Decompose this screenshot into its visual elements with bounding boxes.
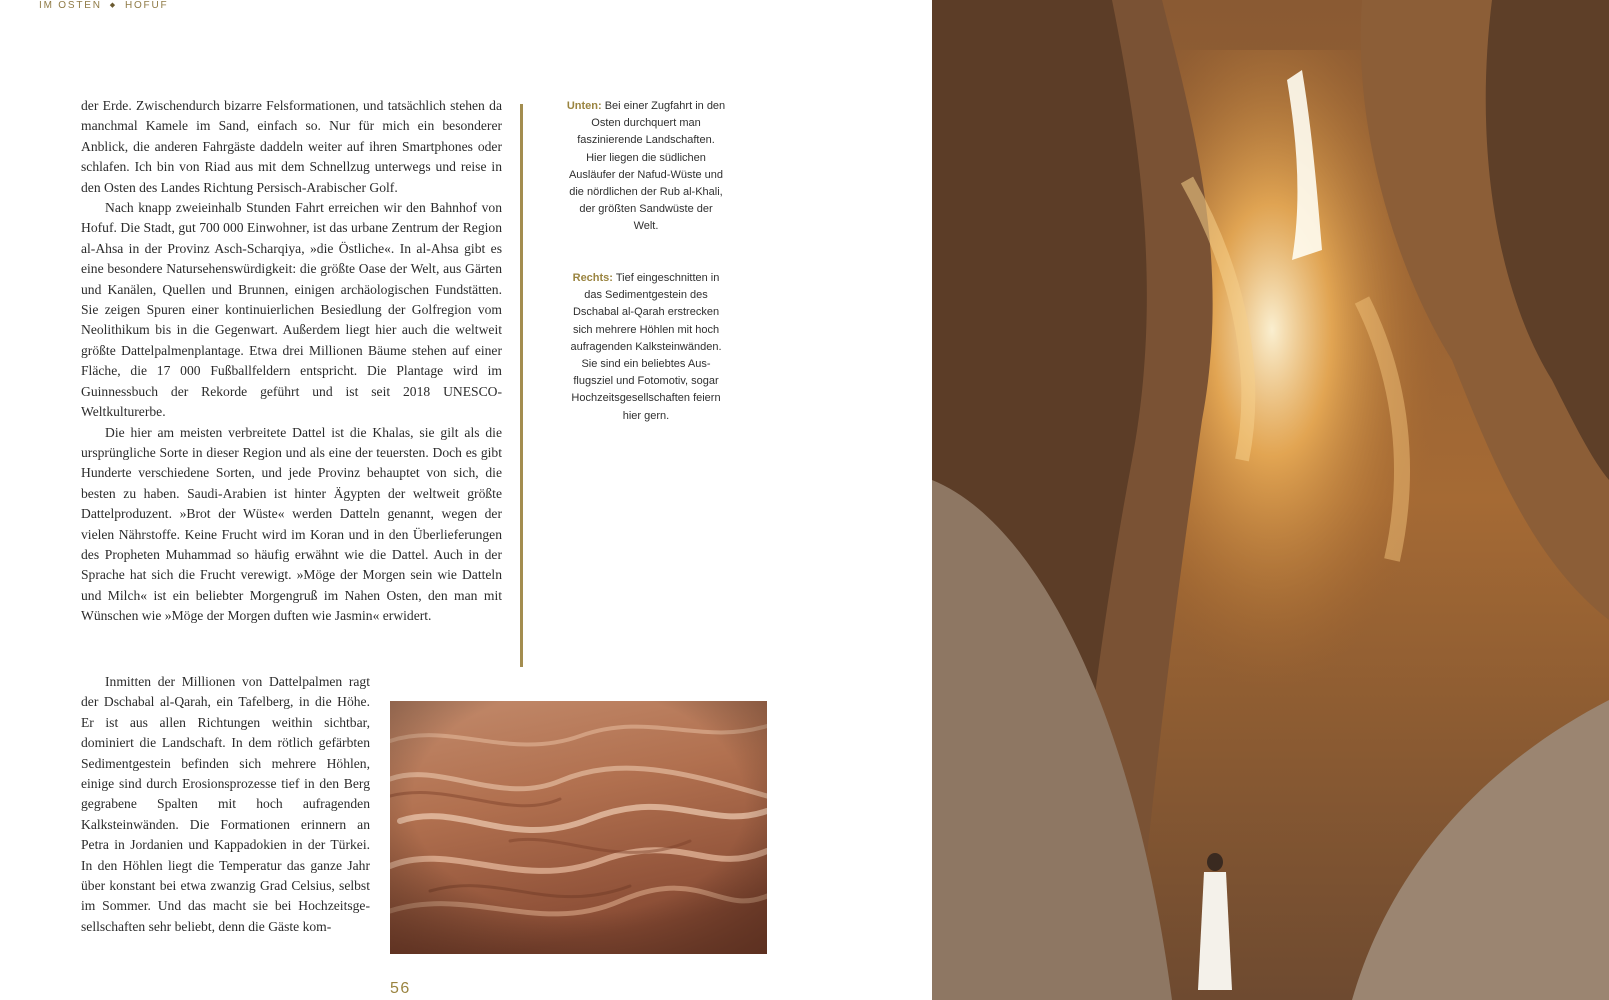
page-number: 56	[390, 980, 411, 997]
caption-right-lead: Rechts:	[572, 272, 613, 284]
caption-right	[566, 270, 726, 425]
caption-below-text: Bei einer Zugfahrt in den Osten durchquert man faszinierende Landschaften. Hier liegen die südlichen Ausläufer der Nafud-Wüste und die nördlichen der Rub al-Khali, der größten Sandwüste der Welt.	[568, 100, 726, 233]
desert-dunes-photo	[390, 701, 767, 954]
vertical-rule-divider	[520, 104, 523, 667]
body-paragraph: Nach knapp zweieinhalb Stunden Fahrt erreichen wir den Bahnhof von Hofuf. Die Stadt, gut 700 000 Einwohner, ist das urbane Zentrum der Region al-Ahsa in der Provinz Asch-Scharqiya, »die Östliche«. In al-Ahsa gibt es eine besondere Natursehenswürdigkeit: die größte Oase der Welt, aus Gärten und Kanälen, Quellen und Brunnen, einigen archäologischen Fundstätten. Sie zeigen Spuren einer kontinuierlichen Besiedlung der Golfregion vom Neolithikum bis in die Gegenwart. Außerdem liegt hier auch die weltweit größte Dattelpalmenplantage. Etwa drei Millionen Bäume stehen auf einer Fläche, die 17 000 Fußballfeldern entspricht. Die Plantage wird im Guinnessbuch der Rekorde geführt und ist seit 2018 UNESCO-Weltkulturerbe.	[81, 200, 502, 420]
body-paragraph: Die hier am meisten verbreitete Dattel ist die Khalas, sie gilt als die ursprüngliche Sorte in dieser Region und als eine der teuersten. Doch es gibt Hunderte verschiedene Sorten, und jede Provinz behauptet von sich, die besten zu haben. Saudi-Arabien ist hinter Ägypten der weltweit größte Dattelproduzent. »Brot der Wüste« werden Datteln genannt, wegen der vielen Nährstoffe. Keine Frucht wird im Koran und in den Überlieferungen des Propheten Muhammad so häufig erwähnt wie die Dattel. Auch in der Sprache hat sich die Frucht verewigt. »Möge der Morgen sein wie Datteln und Milch« ist ein beliebter Morgengruß im Nahen Osten, den man mit Wünschen wie »Möge der Morgen duften wie Jasmin« erwidert.	[81, 424, 502, 624]
body-paragraph: Inmitten der Millionen von Dattelpalmen ragt der Dschabal al-Qarah, ein Tafelberg, in die Höhe. Er ist aus allen Richtungen weithin sichtbar, dominiert die Landschaft. In dem rötlich gefärbten Sedimentgestein befinden sich mehrere Höhlen, einige sind durch Erosionsprozesse tief in den Berg gegrabene Spalten mit hoch aufragenden Kalksteinwänden. Die Formationen erinnern an Petra in Jordanien und Kappadokien in der Türkei. In den Höhlen liegt die Temperatur das ganze Jahr über konstant bei etwa zwanzig Grad Celsius, selbst im Sommer. Und das macht sie bei Hochzeitsgesellschaften sehr beliebt, denn die Gäste kom-	[81, 674, 370, 934]
running-head-place: HOFUF	[124, 0, 169, 11]
cave-gorge-photo	[932, 0, 1609, 1000]
diamond-separator-icon: ◆	[109, 2, 117, 9]
body-column-lower	[81, 672, 370, 937]
caption-below-lead: Unten:	[566, 100, 602, 112]
running-head-section: IM OSTEN	[39, 0, 102, 11]
body-column-upper	[81, 96, 502, 627]
caption-right-text: Tief eingeschnitten in das Sedimentgestein des Dschabal al-Qarah erstrecken sich mehrere Höhlen mit hoch aufragenden Kalksteinwänden. Sie sind ein beliebtes Ausflugsziel und Fotomotiv, sogar Hochzeitsgesellschaften feiern hier gern.	[570, 272, 722, 422]
caption-below	[566, 98, 726, 236]
body-paragraph: der Erde. Zwischendurch bizarre Felsformationen, und tatsächlich stehen da manchmal Kamele im Sand, einfach so. Nur für mich ein besonderer Anblick, die anderen Fahrgäste daddeln weiter auf ihren Smartphones oder schlafen. Ich bin von Riad aus mit dem Schnellzug unterwegs und reise in den Osten des Landes Richtung Persisch-Arabischer Golf.	[81, 98, 502, 195]
running-head	[39, 0, 168, 12]
